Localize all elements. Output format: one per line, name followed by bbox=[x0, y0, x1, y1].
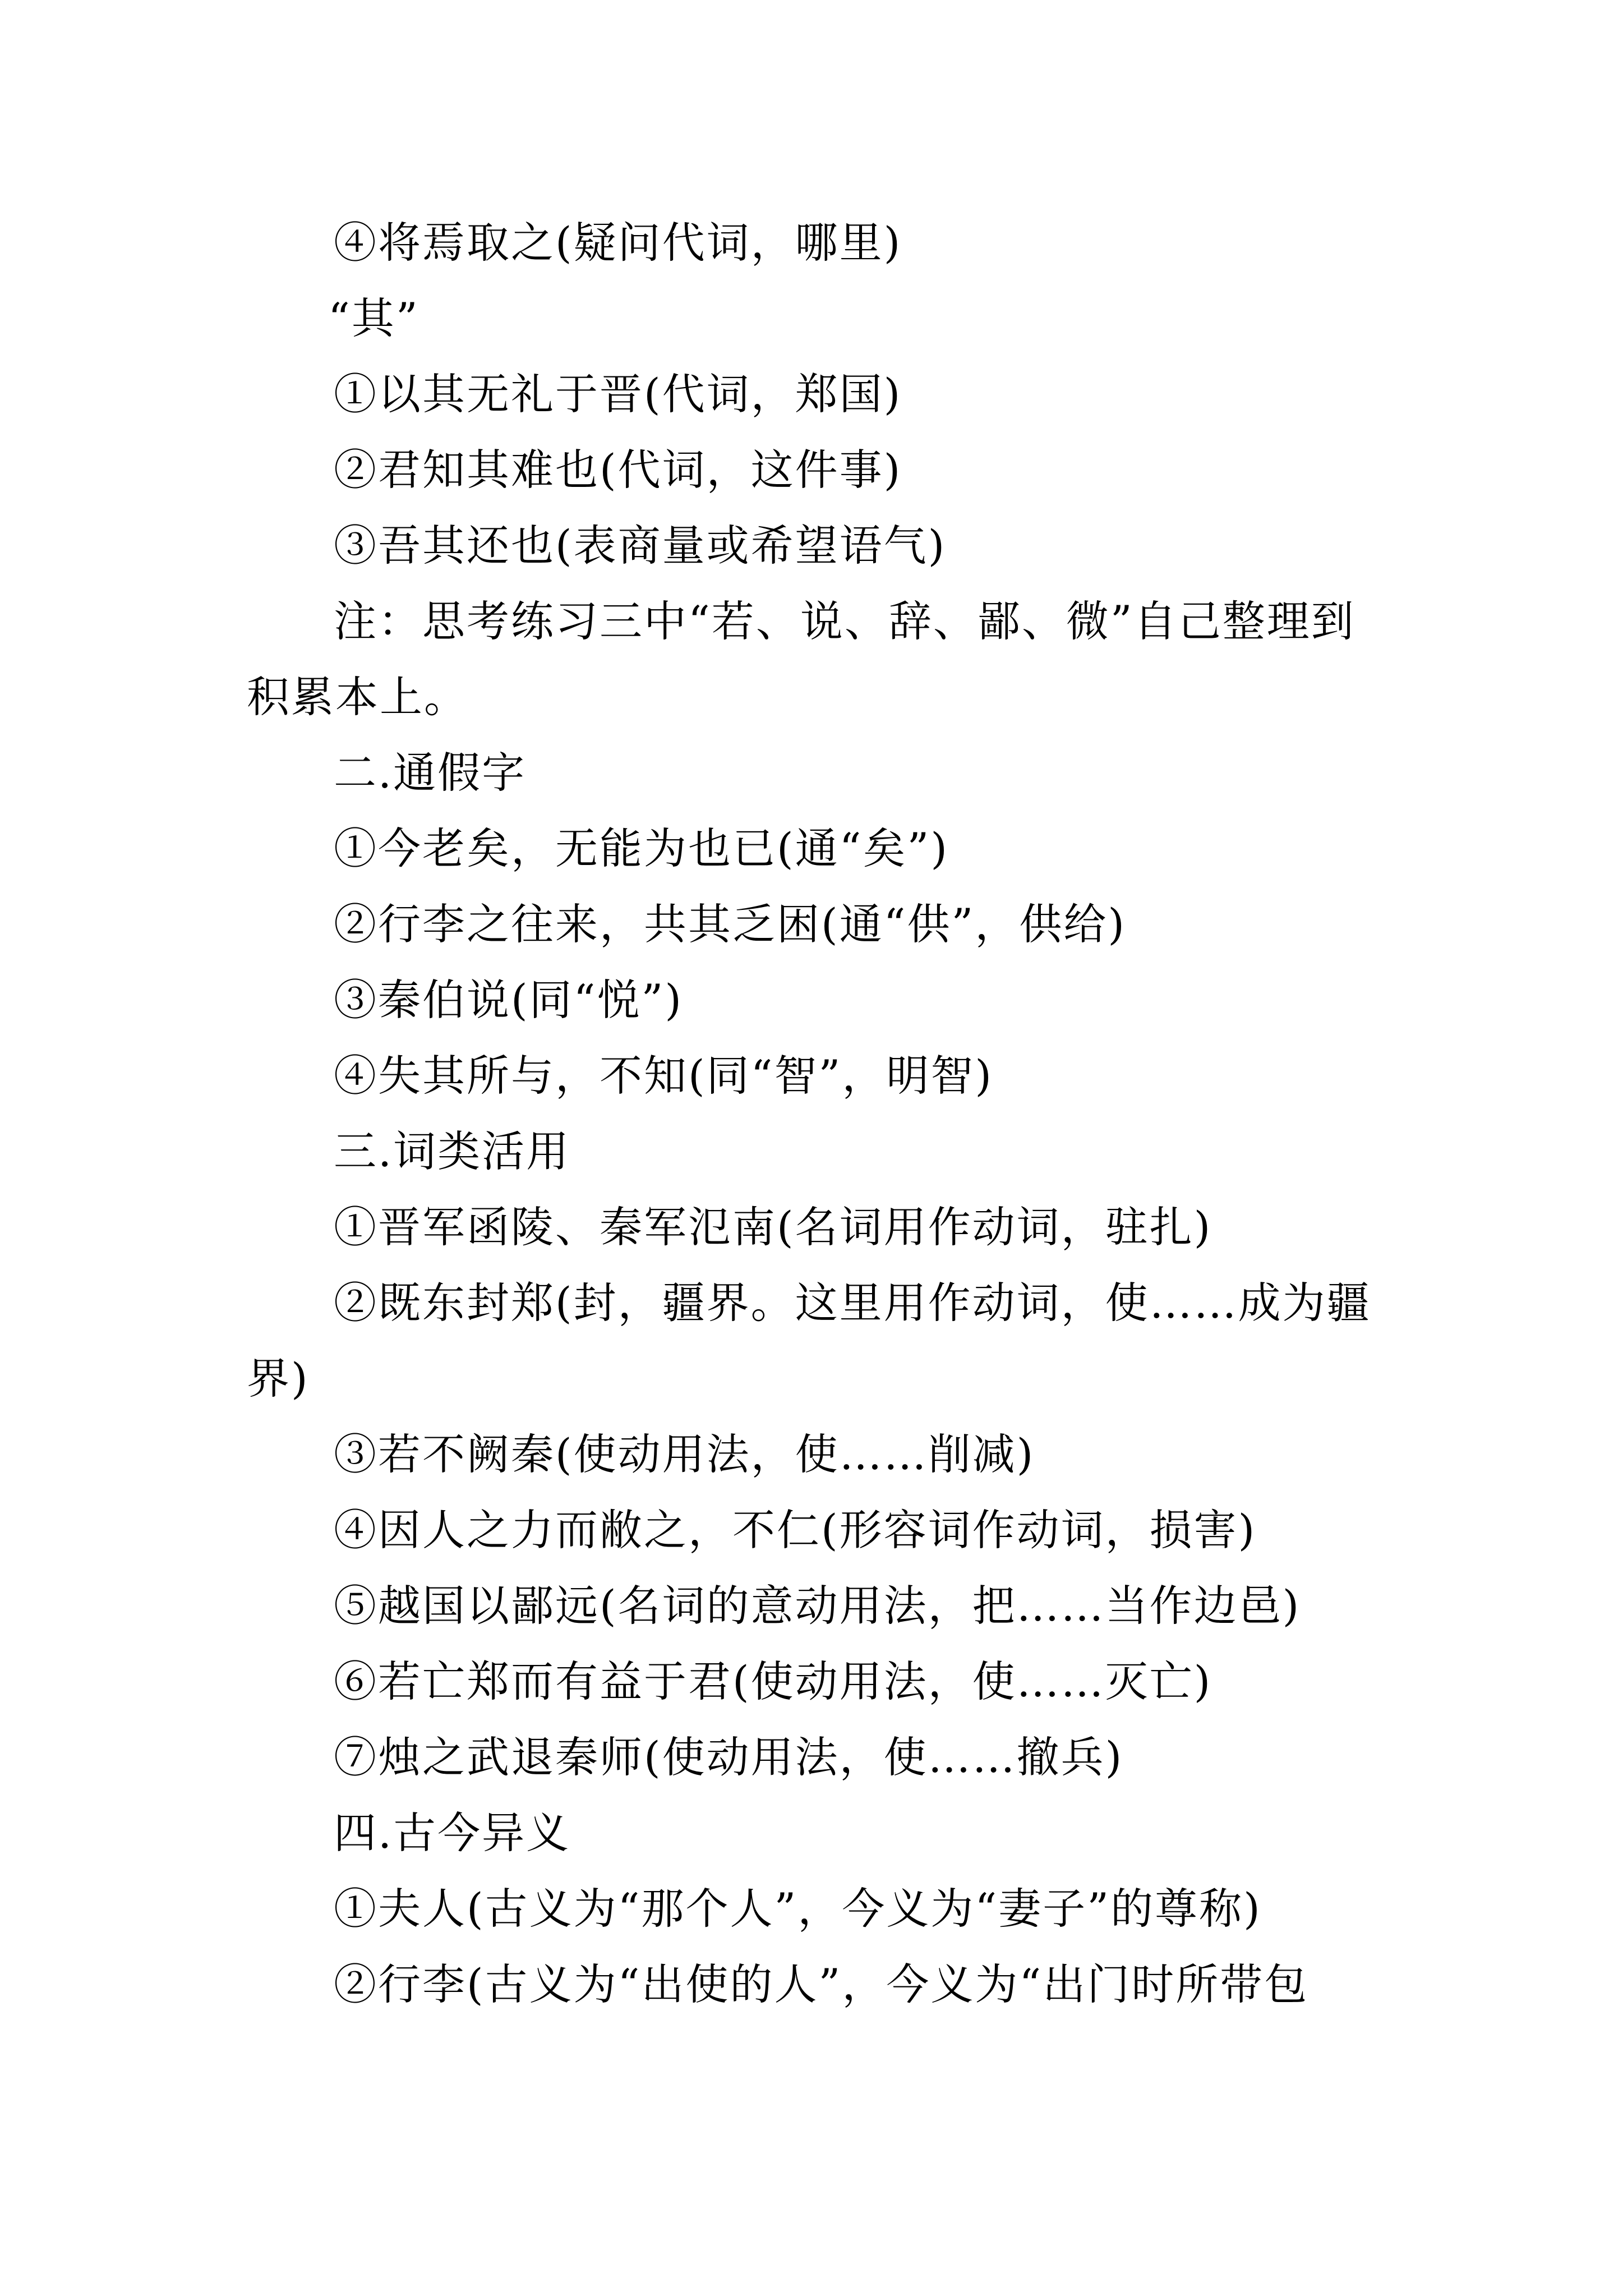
text-line: ②行李(古义为“出使的人”，今义为“出门时所带包 bbox=[334, 1959, 1309, 2009]
text-line: ③秦伯说(同“悦”) bbox=[334, 975, 684, 1025]
section-heading: 二.通假字 bbox=[334, 748, 527, 798]
text-line: ②君知其难也(代词，这件事) bbox=[334, 445, 902, 495]
text-line: 界) bbox=[247, 1354, 310, 1404]
text-line: ⑥若亡郑而有益于君(使动用法，使……灭亡) bbox=[334, 1657, 1212, 1706]
text-line: ④失其所与，不知(同“智”，明智) bbox=[334, 1051, 994, 1101]
text-line: ①今老矣，无能为也已(通“矣”) bbox=[334, 823, 949, 873]
text-line: ⑦烛之武退秦师(使动用法，使……撤兵) bbox=[334, 1732, 1124, 1782]
text-line: ③吾其还也(表商量或希望语气) bbox=[334, 521, 947, 570]
text-line: 积累本上。 bbox=[247, 672, 468, 722]
text-line: 注：思考练习三中“若、说、辞、鄙、微”自己整理到 bbox=[334, 596, 1355, 646]
text-line: ①晋军函陵、秦军氾南(名词用作动词，驻扎) bbox=[334, 1202, 1212, 1252]
text-line: ②既东封郑(封，疆界。这里用作动词，使……成为疆 bbox=[334, 1278, 1371, 1328]
text-line: ④因人之力而敝之，不仁(形容词作动词，损害) bbox=[334, 1505, 1257, 1555]
text-line: “其” bbox=[328, 293, 419, 343]
section-heading: 四.古今异义 bbox=[334, 1808, 571, 1858]
text-line: ③若不阙秦(使动用法，使……削减) bbox=[334, 1429, 1035, 1479]
section-heading: 三.词类活用 bbox=[334, 1126, 571, 1176]
text-line: ①以其无礼于晋(代词，郑国) bbox=[334, 369, 902, 419]
text-line: ②行李之往来，共其乏困(通“供”，供给) bbox=[334, 899, 1127, 949]
text-line: ④将焉取之(疑问代词，哪里) bbox=[334, 218, 902, 268]
text-line: ①夫人(古义为“那个人”，今义为“妻子”的尊称) bbox=[334, 1884, 1262, 1934]
text-line: ⑤越国以鄙远(名词的意动用法，把……当作边邑) bbox=[334, 1581, 1301, 1631]
